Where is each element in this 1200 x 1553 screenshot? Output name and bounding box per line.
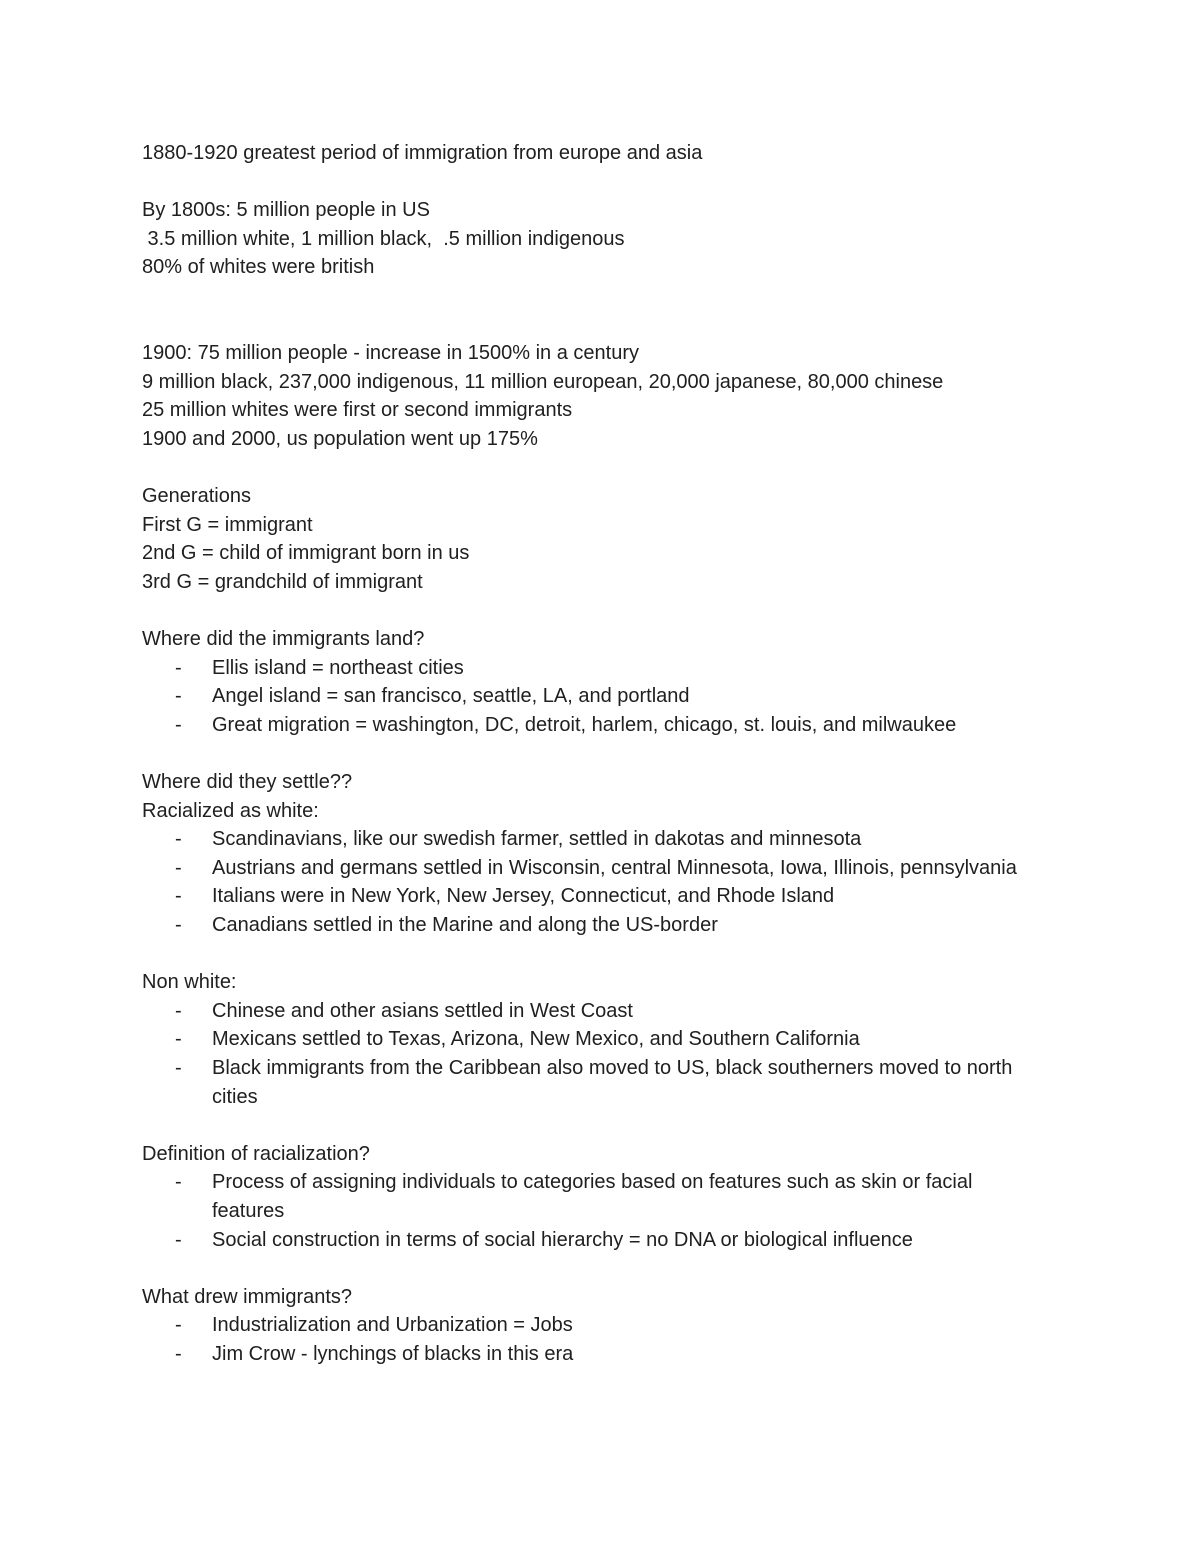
settle-list: [142, 825, 1042, 939]
population-1900-immigrants: 25 million whites were first or second immigrants: [142, 399, 573, 422]
list-item-text: Process of assigning individuals to categories based on features such as skin or facial features: [212, 1171, 973, 1222]
list-item-text: Ellis island = northeast cities: [212, 656, 464, 679]
list-item-text: Angel island = san francisco, seattle, LA, and portland: [212, 685, 690, 708]
list-item-text: Canadians settled in the Marine and along the US-border: [212, 914, 718, 937]
list-item-text: Chinese and other asians settled in West Coast: [212, 999, 633, 1022]
spacer: [142, 311, 1042, 340]
spacer: [142, 454, 1042, 483]
settle-heading: Where did they settle??: [142, 771, 353, 794]
list-item-text: Mexicans settled to Texas, Arizona, New Mexico, and Southern California: [212, 1028, 860, 1051]
dash-bullet: -: [175, 828, 182, 851]
list-item: [142, 1025, 1042, 1054]
document-body: [142, 139, 1042, 1369]
drew-heading: What drew immigrants?: [142, 1285, 353, 1308]
dash-bullet: -: [175, 1028, 182, 1051]
list-item-text: Industrialization and Urbanization = Jobs: [212, 1314, 573, 1337]
land-list: [142, 654, 1042, 740]
spacer: [142, 168, 1042, 197]
dash-bullet: -: [175, 1171, 182, 1194]
list-item: [142, 1311, 1042, 1340]
settle-subheading: Racialized as white:: [142, 799, 319, 822]
spacer: [142, 597, 1042, 626]
list-item: [142, 711, 1042, 740]
spacer: [142, 739, 1042, 768]
spacer: [142, 1111, 1042, 1140]
list-item-text: Great migration = washington, DC, detroit, harlem, chicago, st. louis, and milwaukee: [212, 713, 957, 736]
list-item: [142, 854, 1042, 883]
population-1800s-line: By 1800s: 5 million people in US: [142, 199, 430, 222]
list-item: [142, 1054, 1042, 1111]
list-item: [142, 825, 1042, 854]
list-item: [142, 1226, 1042, 1255]
list-item-text: Italians were in New York, New Jersey, Connecticut, and Rhode Island: [212, 885, 835, 908]
list-item-text: Black immigrants from the Caribbean also moved to US, black southerners moved to north cities: [212, 1057, 1013, 1108]
population-1900-line: 1900: 75 million people - increase in 1500% in a century: [142, 342, 639, 365]
generation-second: 2nd G = child of immigrant born in us: [142, 542, 470, 565]
generations-heading: Generations: [142, 485, 251, 508]
population-1800s-breakdown: 3.5 million white, 1 million black, .5 million indigenous: [142, 227, 625, 250]
nonwhite-list: [142, 997, 1042, 1111]
dash-bullet: -: [175, 1057, 182, 1079]
spacer: [142, 940, 1042, 969]
list-item: [142, 911, 1042, 940]
list-item-text: Austrians and germans settled in Wisconsin, central Minnesota, Iowa, Illinois, pennsylvania: [212, 856, 1017, 879]
nonwhite-heading: Non white:: [142, 971, 237, 994]
population-1800s-british: 80% of whites were british: [142, 256, 375, 279]
dash-bullet: -: [175, 999, 182, 1022]
land-heading: Where did the immigrants land?: [142, 628, 425, 651]
dash-bullet: -: [175, 914, 182, 937]
intro-line: 1880-1920 greatest period of immigration from europe and asia: [142, 142, 703, 164]
dash-bullet: -: [175, 713, 182, 736]
population-1900-breakdown: 9 million black, 237,000 indigenous, 11 million european, 20,000 japanese, 80,000 chinese: [142, 370, 944, 393]
dash-bullet: -: [175, 685, 182, 708]
population-growth-line: 1900 and 2000, us population went up 175%: [142, 427, 538, 450]
dash-bullet: -: [175, 885, 182, 908]
spacer: [142, 282, 1042, 311]
list-item-text: Scandinavians, like our swedish farmer, settled in dakotas and minnesota: [212, 828, 862, 851]
list-item-text: Social construction in terms of social hierarchy = no DNA or biological influence: [212, 1228, 913, 1251]
list-item-text: Jim Crow - lynchings of blacks in this era: [212, 1342, 574, 1365]
list-item: [142, 654, 1042, 683]
dash-bullet: -: [175, 856, 182, 879]
dash-bullet: -: [175, 1342, 182, 1365]
list-item: [142, 1168, 1042, 1225]
spacer: [142, 1254, 1042, 1283]
generation-third: 3rd G = grandchild of immigrant: [142, 570, 423, 593]
dash-bullet: -: [175, 656, 182, 679]
dash-bullet: -: [175, 1228, 182, 1251]
list-item: [142, 882, 1042, 911]
racialization-heading: Definition of racialization?: [142, 1142, 370, 1165]
list-item: [142, 1340, 1042, 1369]
racialization-list: [142, 1168, 1042, 1254]
list-item: [142, 997, 1042, 1026]
list-item: [142, 682, 1042, 711]
drew-list: [142, 1311, 1042, 1368]
dash-bullet: -: [175, 1314, 182, 1337]
generation-first: First G = immigrant: [142, 513, 313, 536]
